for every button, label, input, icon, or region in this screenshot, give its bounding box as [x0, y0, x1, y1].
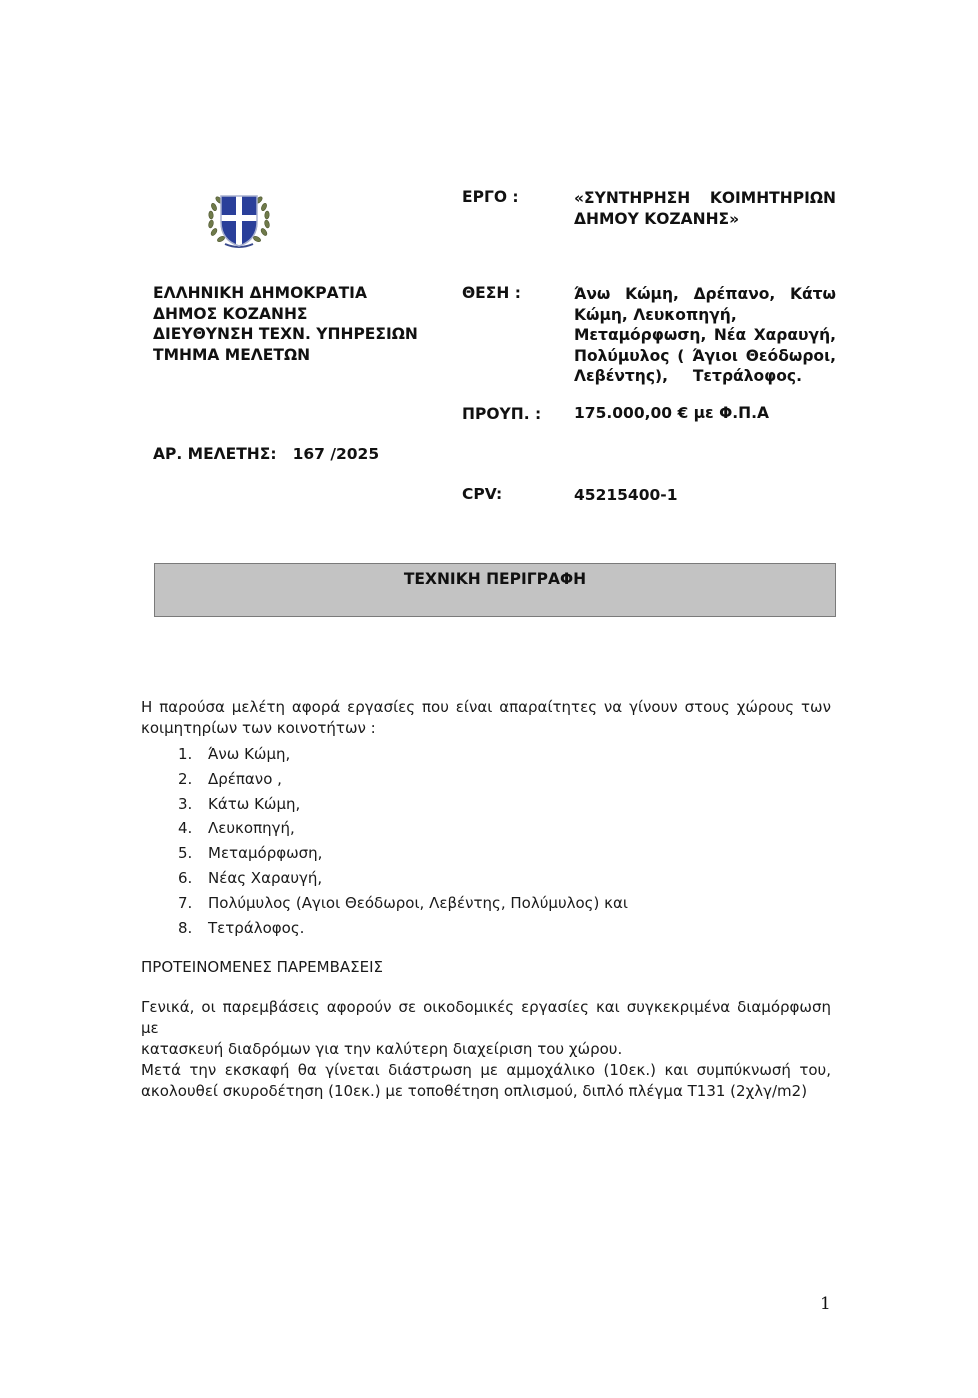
intro-line: κοιμητηρίων των κοινοτήτων : [141, 719, 376, 737]
paragraph-line: ακολουθεί σκυροδέτηση (10εκ.) με τοποθέτηση οπλισμού, διπλό πλέγμα Τ131 (2χλγ/m2) [141, 1082, 808, 1100]
communities-list [178, 742, 628, 940]
intro-paragraph [141, 697, 831, 739]
paragraph-line: Μετά την εκσκαφή θα γίνεται διάστρωση με αμμοχάλικο (10εκ.) και συμπύκνωσή του, [141, 1061, 831, 1079]
thesi-line: Κώμη, Λευκοπηγή, [574, 305, 737, 324]
study-number [153, 445, 379, 463]
ergo-label: ΕΡΓΟ : [462, 188, 519, 206]
list-item [178, 891, 628, 916]
list-text: Μεταμόρφωση, [208, 844, 323, 863]
ergo-line: «ΣΥΝΤΗΡΗΣΗ ΚΟΙΜΗΤΗΡΙΩΝ [574, 189, 836, 207]
thesi-value [574, 284, 836, 387]
budget-value: 175.000,00 € με Φ.Π.Α [574, 404, 769, 422]
list-item [178, 866, 628, 891]
list-number: 2. [178, 769, 193, 788]
list-text: Τετράλοφος. [208, 918, 305, 937]
cpv-label: CPV: [462, 485, 503, 503]
list-text: Δρέπανο , [208, 769, 282, 788]
intro-line: Η παρούσα μελέτη αφορά εργασίες που είναι απαραίτητες να γίνουν στους χώρους των [141, 698, 831, 716]
list-text: Νέας Χαραυγή, [208, 868, 323, 887]
interventions-paragraph [141, 997, 831, 1102]
list-number: 3. [178, 794, 193, 813]
ergo-line: ΔΗΜΟΥ ΚΟΖΑΝΗΣ» [574, 209, 740, 228]
thesi-line: Πολύμυλος ( Άγιοι Θεόδωροι, [574, 346, 836, 365]
paragraph-line: Γενικά, οι παρεμβάσεις αφορούν σε οικοδομικές εργασίες και συγκεκριμένα διαμόρφωση με [141, 998, 831, 1037]
list-item [178, 742, 628, 767]
thesi-line: Μεταμόρφωση, Νέα Χαραυγή, [574, 326, 836, 344]
list-item [178, 841, 628, 866]
list-item [178, 916, 628, 941]
list-number: 6. [178, 868, 193, 887]
org-line: ΕΛΛΗΝΙΚΗ ΔΗΜΟΚΡΑΤΙΑ [153, 284, 367, 302]
ergo-value [574, 188, 836, 229]
list-item [178, 792, 628, 817]
thesi-label: ΘΕΣΗ : [462, 284, 521, 302]
list-text: Λευκοπηγή, [208, 819, 295, 838]
coat-of-arms-icon [205, 188, 273, 252]
paragraph-line: κατασκευή διαδρόμων για την καλύτερη διαχείριση του χώρου. [141, 1040, 623, 1058]
issuing-authority [153, 283, 418, 365]
study-number-label: ΑΡ. ΜΕΛΕΤΗΣ: [153, 445, 277, 463]
thesi-line: Λεβέντης), Τετράλοφος. [574, 367, 802, 385]
list-item [178, 816, 628, 841]
list-text: Άνω Κώμη, [208, 745, 291, 763]
org-line: ΔΗΜΟΣ ΚΟΖΑΝΗΣ [153, 304, 308, 323]
list-number: 4. [178, 819, 193, 838]
page-number: 1 [820, 1294, 831, 1314]
list-number: 5. [178, 844, 193, 863]
list-number: 7. [178, 893, 193, 912]
study-number-value: 167 /2025 [292, 445, 380, 463]
org-line: ΔΙΕΥΘΥΝΣΗ ΤΕΧΝ. ΥΠΗΡΕΣΙΩΝ [153, 325, 418, 343]
section-title: ΤΕΧΝΙΚΗ ΠΕΡΙΓΡΑΦΗ [403, 570, 587, 588]
list-text: Κάτω Κώμη, [208, 794, 301, 813]
section-title-box [154, 563, 836, 617]
list-number: 8. [178, 918, 193, 937]
list-text: Πολύμυλος (Αγιοι Θεόδωροι, Λεβέντης, Πολύμυλος) και [208, 893, 628, 912]
list-number: 1. [178, 745, 193, 763]
thesi-line: Άνω Κώμη, Δρέπανο, Κάτω [574, 285, 836, 303]
proposed-heading: ΠΡΟΤΕΙΝΟΜΕΝΕΣ ΠΑΡΕΜΒΑΣΕΙΣ [141, 958, 383, 976]
cpv-value: 45215400-1 [574, 486, 678, 504]
org-line: ΤΜΗΜΑ ΜΕΛΕΤΩΝ [153, 345, 311, 364]
budget-label: ΠΡΟΥΠ. : [462, 405, 542, 423]
list-item [178, 767, 628, 792]
